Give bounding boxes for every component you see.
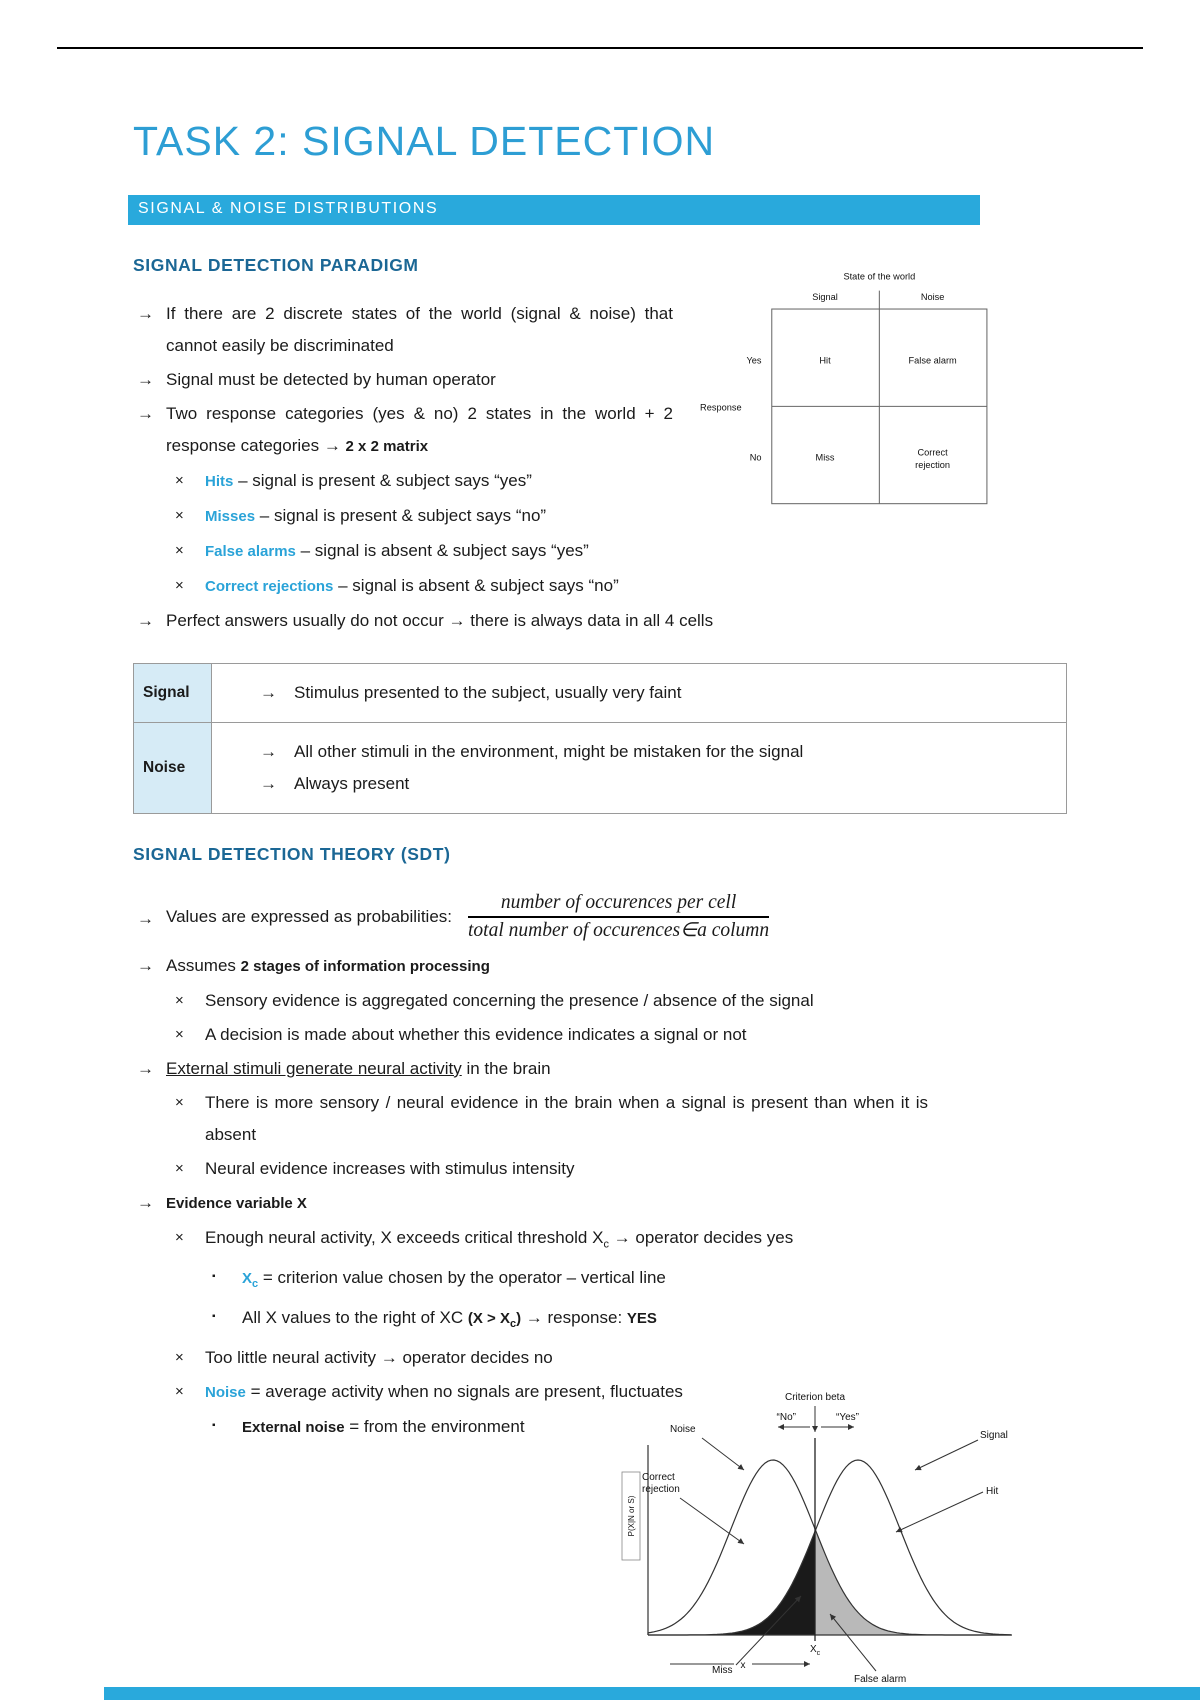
bullet-text: Assumes [166, 955, 241, 975]
arrow-marker: → [260, 683, 277, 702]
bullet-text: – signal is present & subject says “no” [255, 506, 547, 525]
label-correct-rejection-2: rejection [642, 1484, 680, 1495]
table-def-noise [212, 723, 1066, 813]
matrix-svg [698, 266, 990, 508]
label-x: x [740, 1660, 746, 1671]
table-def-signal [212, 664, 1066, 723]
label-noise: Noise [670, 1424, 696, 1435]
bold-evidence-variable: Evidence variable X [166, 1194, 307, 1212]
heading-paradigm: SIGNAL DETECTION PARADIGM [133, 255, 419, 275]
probability-formula-line [166, 891, 769, 944]
bullet-text: Sensory evidence is aggregated concerning the presence / absence of the signal [205, 990, 814, 1010]
noise-arrow [702, 1438, 744, 1470]
fraction-numerator: number of occurences per cell [468, 891, 769, 918]
top-rule [57, 47, 1143, 49]
arrow-marker: → [137, 955, 154, 975]
bullet-text: Too little neural activity → operator decides no [205, 1348, 553, 1368]
label-miss: Miss [712, 1665, 733, 1676]
state-of-world-matrix-diagram [698, 266, 990, 513]
distribution-svg [608, 1380, 1020, 1690]
bullet-text: – signal is absent & subject says “yes” [295, 541, 589, 560]
label-false-alarm: False alarm [854, 1674, 907, 1685]
arrow-marker: → [260, 774, 277, 793]
arrow-marker: → [137, 404, 154, 423]
arrow-marker: → [137, 909, 154, 928]
bullet-perfect-answers [133, 605, 1067, 637]
bullet-text: → operator decides yes [608, 1227, 794, 1247]
term-noise: Noise [205, 1384, 246, 1402]
bullet-discrete-states [133, 298, 673, 362]
bullet-too-little [133, 1342, 1067, 1374]
label-yes: “Yes” [836, 1412, 859, 1423]
matrix-col-signal: Signal [812, 291, 838, 302]
bullet-evidence-intensity [133, 1153, 1067, 1185]
page-title: TASK 2: SIGNAL DETECTION [133, 118, 716, 164]
matrix-cell-correct-2: rejection [915, 459, 951, 470]
bullet-external-stimuli [133, 1053, 1067, 1085]
signal-noise-definition-table [133, 663, 1067, 814]
cross-marker: × [175, 1093, 184, 1111]
expr-sub: c [509, 1318, 517, 1331]
bullet-enough-activity [133, 1222, 1067, 1260]
bullet-text: Two response categories (yes & no) 2 states in the world + 2 response categories → [166, 404, 673, 455]
bullet-text: – signal is absent & subject says “no” [333, 576, 619, 595]
cross-marker: × [175, 1228, 184, 1246]
footer-bar [104, 1687, 1200, 1700]
xc-x: X [810, 1644, 817, 1655]
sdt-list [133, 887, 1067, 1444]
square-marker: ▪ [212, 1271, 216, 1283]
matrix-row-yes: Yes [746, 355, 762, 366]
square-marker: ▪ [212, 1420, 216, 1432]
def-line [224, 736, 1054, 768]
bullet-text: – signal is present & subject says “yes” [233, 471, 532, 490]
bullet-text: A decision is made about whether this evidence indicates a signal or not [205, 1024, 747, 1044]
bold-external-noise: External noise [242, 1419, 345, 1437]
false-alarm-region [648, 1460, 1012, 1635]
label-no: “No” [776, 1412, 796, 1423]
bullet-correct-rejections [133, 570, 1067, 603]
matrix-col-noise: Noise [920, 291, 945, 302]
def-line [224, 768, 1054, 800]
xc-sub: c [252, 1278, 259, 1291]
arrow-marker: → [137, 1192, 154, 1212]
label-criterion-beta: Criterion beta [784, 1392, 846, 1403]
term-xc [242, 1270, 259, 1291]
bullet-sensory-evidence [133, 985, 1067, 1017]
bullet-text: = criterion value chosen by the operator – vertical line [258, 1268, 666, 1288]
underlined-text: External stimuli generate neural activity [166, 1058, 462, 1078]
bullet-text: There is more sensory / neural evidence in the brain when a signal is present than when it is absent [205, 1092, 928, 1144]
bullet-text: = from the environment [344, 1417, 525, 1437]
bullet-decision [133, 1019, 1067, 1051]
bullet-text: → response: [521, 1308, 627, 1328]
expr-open: (X > X [467, 1310, 510, 1328]
bold-x-greater-xc [467, 1310, 522, 1331]
def-text: All other stimuli in the environment, might be mistaken for the signal [294, 742, 804, 761]
matrix-top-label: State of the world [843, 271, 916, 282]
arrow-marker: → [260, 742, 277, 761]
matrix-cell-correct-1: Correct [917, 447, 948, 458]
square-marker: ▪ [212, 1311, 216, 1323]
bullet-evidence-variable [133, 1187, 1067, 1220]
def-line [224, 677, 1054, 709]
cross-marker: × [175, 472, 184, 489]
bold-two-stages: 2 stages of information processing [240, 957, 490, 975]
label-xc [810, 1644, 821, 1657]
label-signal: Signal [980, 1430, 1008, 1441]
bold-yes: YES [626, 1310, 657, 1328]
cross-marker: × [175, 1349, 184, 1367]
cross-marker: × [175, 1159, 184, 1177]
arrow-marker: → [137, 1058, 154, 1078]
fraction-denominator: total number of occurences∈a column [468, 920, 770, 942]
cross-marker: × [175, 991, 184, 1009]
section-banner: SIGNAL & NOISE DISTRIBUTIONS [128, 195, 980, 225]
probability-fraction [468, 891, 769, 944]
bullet-text: All X values to the right of XC [242, 1308, 468, 1328]
bullet-text: If there are 2 discrete states of the world (signal & noise) that cannot easily be discriminated [166, 304, 673, 355]
bullet-text: Perfect answers usually do not occur → there is always data in all 4 cells [166, 611, 714, 630]
distribution-diagram [608, 1380, 1020, 1695]
label-correct-rejection-1: Correct [642, 1472, 675, 1483]
matrix-cell-miss: Miss [815, 452, 835, 463]
signal-arrow [915, 1440, 978, 1470]
bullet-text: Values are expressed as probabilities: [166, 907, 453, 927]
term-misses: Misses [205, 508, 256, 525]
bullet-text: in the brain [461, 1058, 551, 1078]
bullet-more-evidence [133, 1087, 928, 1151]
bullet-values-right [133, 1302, 1067, 1340]
bullet-text: Enough neural activity, X exceeds critical threshold X [205, 1227, 604, 1247]
term-correct-rejections: Correct rejections [205, 578, 334, 595]
heading-sdt: SIGNAL DETECTION THEORY (SDT) [133, 844, 451, 864]
cross-marker: × [175, 1025, 184, 1043]
bullet-probabilities [133, 887, 1067, 948]
cross-marker: × [175, 577, 184, 594]
cross-marker: × [175, 1383, 184, 1401]
xc-sub: c [816, 1650, 821, 1657]
bullet-text: Neural evidence increases with stimulus intensity [205, 1158, 575, 1178]
matrix-left-label: Response [700, 402, 742, 413]
def-text: Always present [294, 774, 410, 793]
bullet-text: = average activity when no signals are present, fluctuates [245, 1382, 683, 1402]
y-axis-label: P(X|N or S) [627, 1495, 636, 1537]
bullet-two-response-categories [133, 398, 673, 463]
bullet-criterion-value [133, 1262, 1067, 1300]
xc-x: X [242, 1270, 253, 1288]
table-term-noise: Noise [134, 723, 212, 813]
cross-marker: × [175, 542, 184, 559]
hit-arrow [896, 1492, 983, 1532]
bold-2x2-matrix: 2 x 2 matrix [345, 438, 429, 455]
matrix-cell-false-alarm: False alarm [908, 355, 957, 366]
expr-close: ) [516, 1310, 522, 1328]
label-hit: Hit [986, 1486, 999, 1497]
bullet-false-alarms [133, 535, 1067, 568]
bullet-two-stages [133, 950, 1067, 983]
table-term-signal: Signal [134, 664, 212, 723]
bullet-text: Signal must be detected by human operator [166, 370, 496, 389]
arrow-marker: → [137, 304, 154, 323]
def-text: Stimulus presented to the subject, usually very faint [294, 683, 682, 702]
subscript-c: c [603, 1238, 609, 1251]
cross-marker: × [175, 507, 184, 524]
term-hits: Hits [205, 473, 234, 490]
arrow-marker: → [137, 611, 154, 630]
arrow-marker: → [137, 370, 154, 389]
matrix-row-no: No [749, 452, 762, 463]
matrix-cell-hit: Hit [819, 355, 831, 366]
term-false-alarms: False alarms [205, 543, 296, 560]
